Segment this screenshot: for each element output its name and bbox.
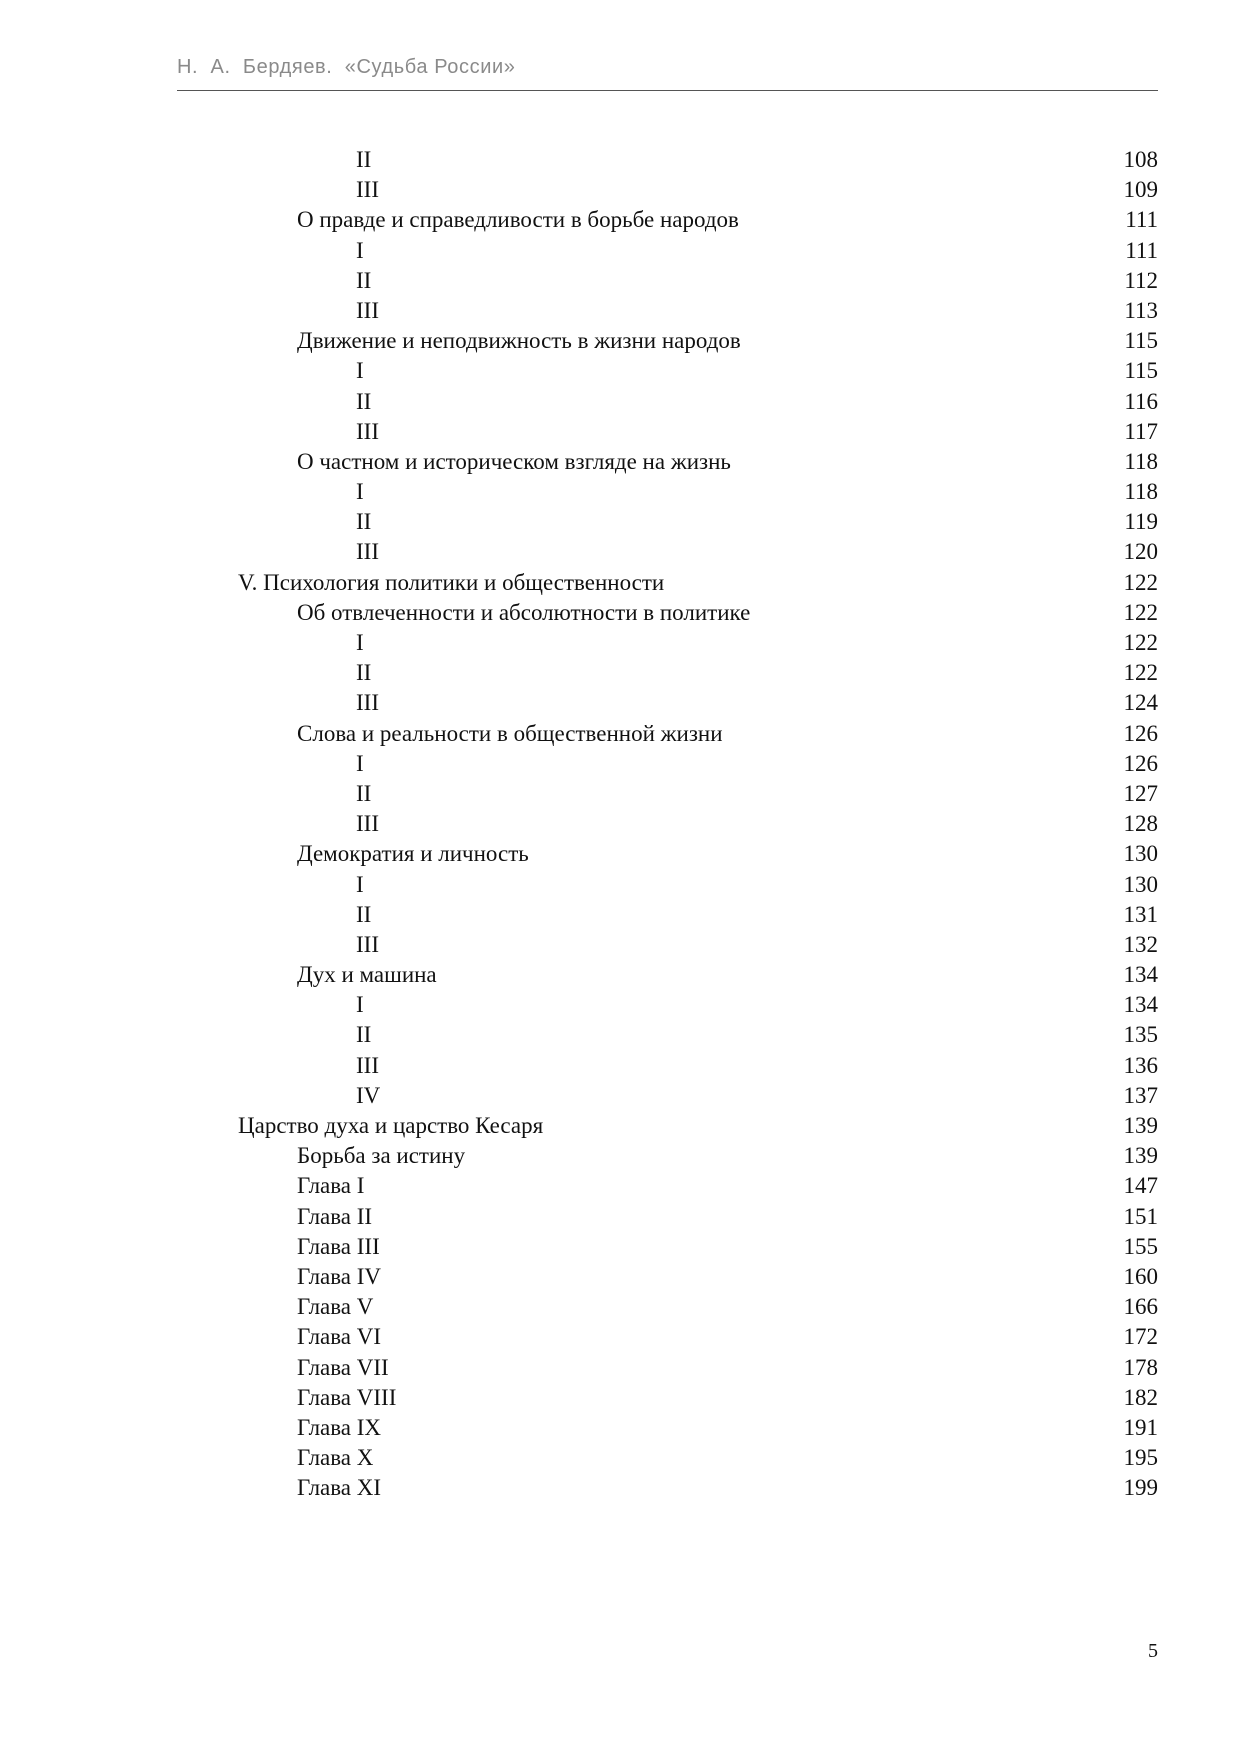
toc-entry (0, 447, 1241, 477)
toc-entry-title: I (356, 871, 364, 897)
toc-entry-title: II (356, 1022, 372, 1048)
toc-entry-title: IV (356, 1082, 381, 1108)
toc-entry-page: 126 (1123, 720, 1158, 746)
toc-entry-title: Глава I (297, 1173, 365, 1199)
toc-entry-title: II (356, 901, 372, 927)
toc-entry (0, 1020, 1241, 1050)
toc-entry-page: 115 (1124, 358, 1158, 384)
toc-entry-title: III (356, 811, 379, 837)
toc-entry-page: 113 (1124, 297, 1158, 323)
toc-entry (0, 870, 1241, 900)
toc-entry-page: 195 (1123, 1445, 1158, 1471)
toc-entry-page: 166 (1123, 1294, 1158, 1320)
toc-entry-page: 108 (1123, 147, 1158, 172)
toc-entry-title: Глава X (297, 1445, 374, 1471)
toc-entry (0, 1473, 1241, 1503)
toc-entry-page: 132 (1123, 931, 1158, 957)
toc-entry-page: 128 (1123, 811, 1158, 837)
toc-entry-title: Движение и неподвижность в жизни народов (297, 328, 741, 354)
toc-entry-title: Дух и машина (297, 962, 437, 988)
toc-entry (0, 1232, 1241, 1262)
toc-entry (0, 1111, 1241, 1141)
toc-entry (0, 507, 1241, 537)
toc-entry-page: 172 (1123, 1324, 1158, 1350)
toc-entry-page: 147 (1123, 1173, 1158, 1199)
toc-entry (0, 266, 1241, 296)
toc-entry-title: III (356, 690, 379, 716)
toc-entry (0, 1202, 1241, 1232)
toc-entry-page: 118 (1124, 479, 1158, 505)
toc-entry (0, 628, 1241, 658)
toc-entry (0, 688, 1241, 718)
toc-entry-page: 124 (1123, 690, 1158, 716)
toc-entry (0, 145, 1241, 175)
toc-entry-title: I (356, 750, 364, 776)
toc-entry-title: I (356, 237, 364, 263)
toc-entry (0, 1262, 1241, 1292)
toc-entry (0, 900, 1241, 930)
toc-entry-page: 122 (1123, 630, 1158, 655)
page-number: 5 (1148, 1640, 1158, 1662)
toc-entry-page: 112 (1124, 267, 1158, 293)
toc-entry (0, 477, 1241, 507)
toc-entry-page: 111 (1125, 237, 1158, 263)
toc-entry-page: 130 (1123, 841, 1158, 867)
toc-entry-page: 137 (1123, 1082, 1158, 1108)
toc-entry-page: 130 (1123, 871, 1158, 897)
toc-entry-title: I (356, 479, 364, 505)
toc-entry (0, 658, 1241, 688)
toc-entry (0, 205, 1241, 235)
toc-entry-page: 118 (1124, 448, 1158, 474)
toc-entry-title: Глава XI (297, 1475, 382, 1501)
toc-entry-page: 117 (1124, 418, 1158, 444)
toc-entry-title: Глава VIII (297, 1384, 397, 1410)
toc-entry (0, 296, 1241, 326)
toc-entry-title: II (356, 780, 372, 806)
toc-entry-page: 109 (1123, 177, 1158, 203)
table-of-contents (0, 145, 1241, 1503)
toc-entry (0, 839, 1241, 869)
toc-entry-page: 127 (1123, 780, 1158, 806)
toc-entry-page: 151 (1123, 1203, 1158, 1229)
toc-entry-title: I (356, 358, 364, 384)
toc-entry-title: I (356, 630, 364, 655)
toc-entry-page: 178 (1123, 1354, 1158, 1380)
toc-entry (0, 1171, 1241, 1201)
toc-entry-title: III (356, 177, 379, 203)
toc-entry-title: I (356, 992, 364, 1018)
toc-entry-page: 131 (1123, 901, 1158, 927)
toc-entry-title: Глава V (297, 1294, 374, 1320)
toc-entry (0, 749, 1241, 779)
toc-entry-page: 122 (1123, 569, 1158, 595)
toc-entry-title: Глава III (297, 1233, 380, 1259)
toc-entry-title: Глава II (297, 1203, 373, 1229)
toc-entry-page: 139 (1123, 1143, 1158, 1169)
toc-entry-page: 119 (1124, 509, 1158, 535)
toc-entry-title: III (356, 297, 379, 323)
toc-entry-title: III (356, 931, 379, 957)
toc-entry-title: II (356, 509, 372, 535)
toc-entry-title: III (356, 1052, 379, 1078)
toc-entry (0, 1051, 1241, 1081)
toc-entry (0, 326, 1241, 356)
toc-entry-title: О правде и справедливости в борьбе народов (297, 207, 739, 233)
toc-entry (0, 537, 1241, 567)
toc-entry-page: 139 (1123, 1113, 1158, 1138)
toc-entry-title: III (356, 418, 379, 444)
toc-entry (0, 930, 1241, 960)
toc-entry (0, 1443, 1241, 1473)
toc-entry-title: Глава VII (297, 1354, 389, 1380)
running-header (177, 56, 1158, 91)
toc-entry-page: 116 (1124, 388, 1158, 414)
toc-entry-page: 134 (1123, 992, 1158, 1018)
toc-entry-page: 115 (1124, 328, 1158, 354)
toc-entry-title: Об отвлеченности и абсолютности в политике (297, 599, 751, 625)
toc-entry-title: Глава IX (297, 1414, 382, 1440)
running-header-text: Н. А. Бердяев. «Судьба России» (177, 56, 516, 78)
toc-entry-title: II (356, 660, 372, 686)
toc-entry-page: 122 (1123, 599, 1158, 625)
toc-entry-page: 134 (1123, 962, 1158, 988)
toc-entry-page: 126 (1123, 750, 1158, 776)
toc-entry-page: 160 (1123, 1263, 1158, 1289)
toc-entry (0, 809, 1241, 839)
toc-entry (0, 417, 1241, 447)
toc-entry-page: 135 (1123, 1022, 1158, 1048)
toc-entry-title: Глава IV (297, 1263, 382, 1289)
toc-entry-page: 136 (1123, 1052, 1158, 1078)
toc-entry-title: Царство духа и царство Кесаря (238, 1113, 544, 1138)
toc-entry-page: 155 (1123, 1233, 1158, 1259)
toc-entry-page: 111 (1125, 207, 1158, 233)
toc-entry (0, 1081, 1241, 1111)
toc-entry (0, 779, 1241, 809)
toc-entry (0, 1141, 1241, 1171)
toc-entry (0, 236, 1241, 266)
toc-entry (0, 1413, 1241, 1443)
toc-entry (0, 990, 1241, 1020)
toc-entry (0, 1353, 1241, 1383)
toc-entry-title: Демократия и личность (297, 841, 529, 867)
toc-entry-title: О частном и историческом взгляде на жизнь (297, 448, 731, 474)
toc-entry-page: 182 (1123, 1384, 1158, 1410)
toc-entry-title: II (356, 388, 372, 414)
toc-entry (0, 568, 1241, 598)
toc-entry (0, 387, 1241, 417)
toc-entry-title: II (356, 147, 372, 172)
toc-entry-page: 122 (1123, 660, 1158, 686)
toc-entry-title: III (356, 539, 379, 565)
toc-entry-title: V. Психология политики и общественности (238, 569, 665, 595)
toc-entry-title: Борьба за истину (297, 1143, 466, 1169)
toc-entry-title: II (356, 267, 372, 293)
toc-entry-page: 199 (1123, 1475, 1158, 1501)
toc-entry (0, 960, 1241, 990)
toc-entry (0, 1292, 1241, 1322)
toc-entry (0, 175, 1241, 205)
toc-entry (0, 598, 1241, 628)
toc-entry (0, 719, 1241, 749)
toc-entry (0, 356, 1241, 386)
toc-entry-title: Слова и реальности в общественной жизни (297, 720, 723, 746)
toc-entry-page: 120 (1123, 539, 1158, 565)
toc-entry-title: Глава VI (297, 1324, 382, 1350)
toc-entry-page: 191 (1123, 1414, 1158, 1440)
toc-entry (0, 1322, 1241, 1352)
toc-entry (0, 1383, 1241, 1413)
